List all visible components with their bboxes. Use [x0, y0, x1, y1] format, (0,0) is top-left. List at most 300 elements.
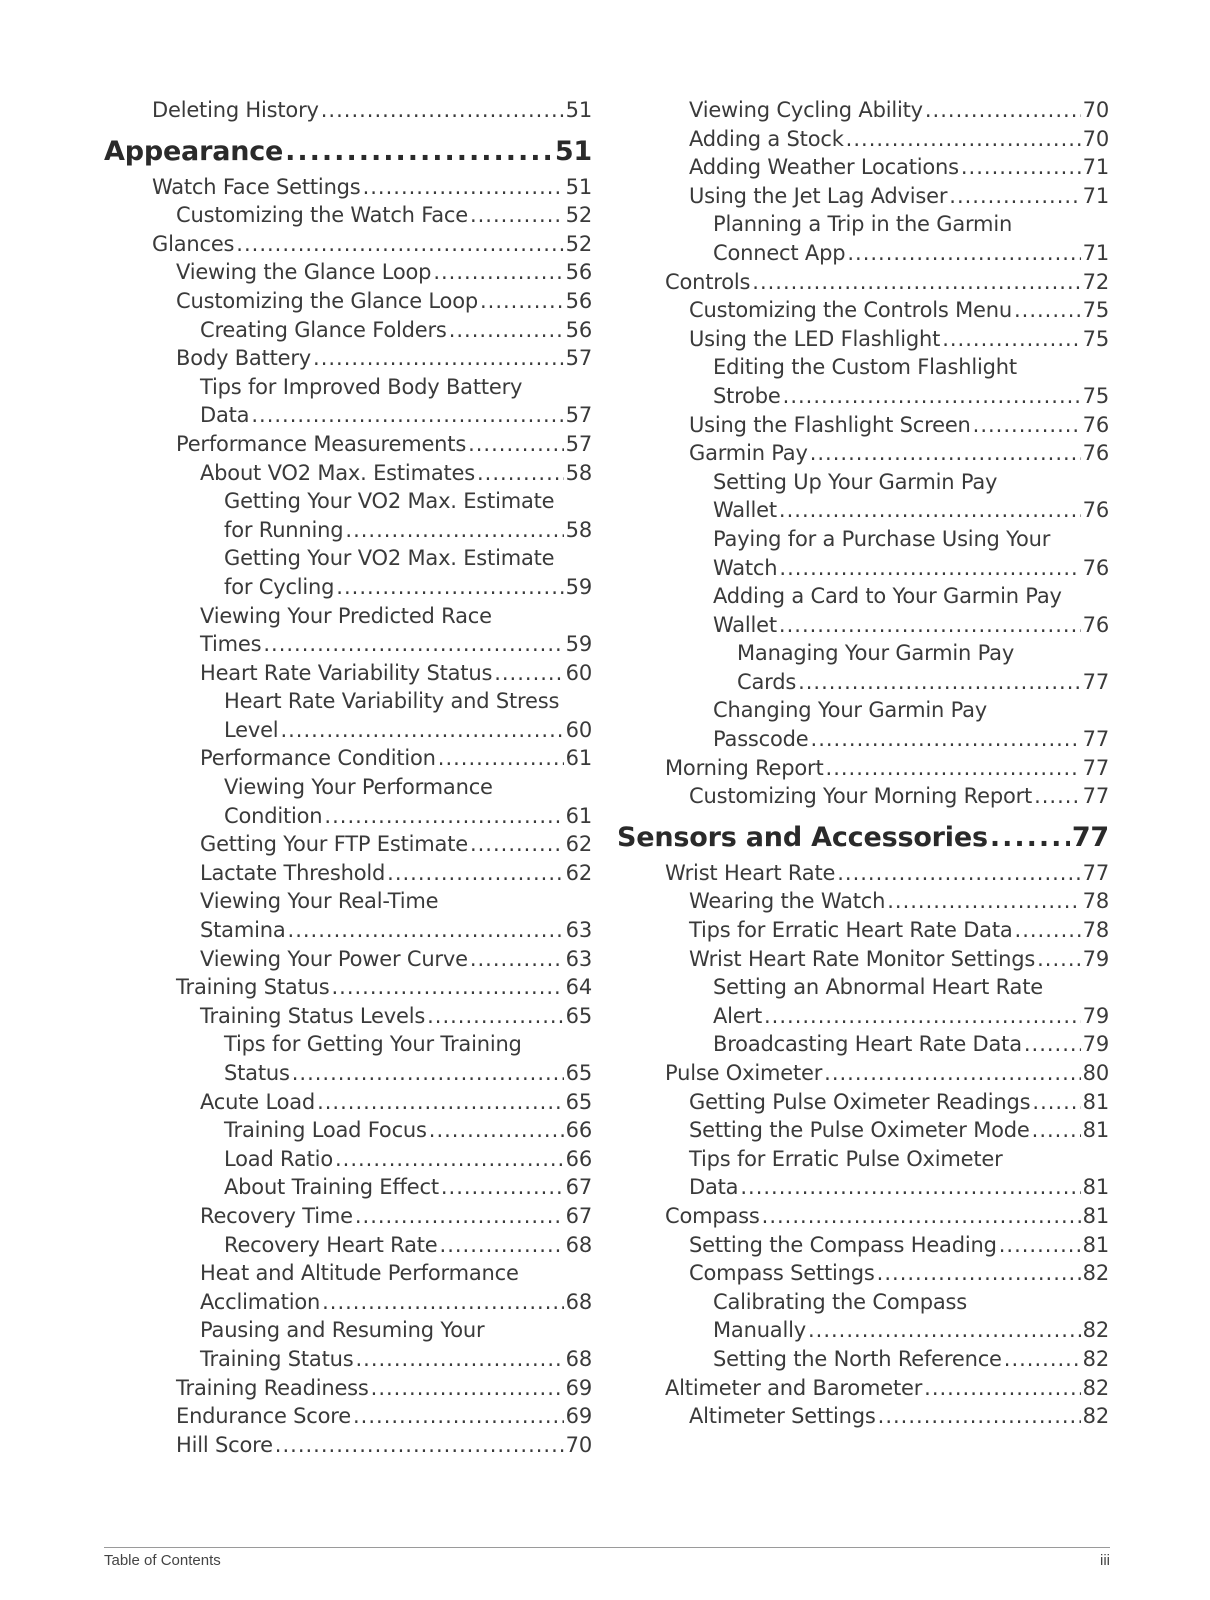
dot-leader: [449, 316, 564, 345]
toc-entry[interactable]: [104, 258, 592, 287]
toc-page-number: 59: [565, 574, 592, 599]
toc-entry-title: Getting Your VO2 Max. Estimate: [224, 546, 555, 571]
toc-entry[interactable]: [617, 325, 1109, 354]
toc-page-number: 79: [1082, 946, 1109, 971]
toc-entry[interactable]: [617, 468, 1109, 525]
toc-entry-title: Wrist Heart Rate Monitor Settings: [689, 946, 1036, 971]
toc-entry-title: Planning a Trip in the Garmin: [713, 212, 1013, 237]
toc-page-number: 63: [565, 918, 592, 943]
toc-entry-title: Tips for Erratic Heart Rate Data: [689, 918, 1013, 943]
dot-leader: [477, 459, 564, 488]
toc-entry[interactable]: [104, 1402, 592, 1431]
toc-page-number: 77: [1082, 727, 1109, 752]
toc-entry[interactable]: [104, 344, 592, 373]
toc-entry-title: Load Ratio: [224, 1146, 333, 1171]
toc-entry-title-continued: Level: [224, 717, 279, 742]
toc-entry-title: Endurance Score: [176, 1404, 351, 1429]
dot-leader: [887, 887, 1080, 916]
toc-entry-title: Compass Settings: [689, 1261, 875, 1286]
toc-entry-title: Viewing Your Performance: [224, 775, 493, 800]
dot-leader: [440, 1231, 564, 1260]
toc-page-number: 76: [1082, 555, 1109, 580]
toc-page-number: 75: [1082, 326, 1109, 351]
dot-leader: [427, 1002, 564, 1031]
dot-leader: [324, 802, 563, 831]
toc-page-number: 75: [1082, 383, 1109, 408]
toc-entry-title: Garmin Pay: [689, 441, 808, 466]
dot-leader: [470, 945, 564, 974]
dot-leader: [779, 496, 1081, 525]
dot-leader: [470, 201, 564, 230]
dot-leader: [371, 1374, 564, 1403]
dot-leader: [846, 125, 1081, 154]
toc-page-number: 64: [565, 975, 592, 1000]
dot-leader: [999, 1231, 1081, 1260]
toc-page-number: 72: [1082, 269, 1109, 294]
toc-entry-title: Setting an Abnormal Heart Rate: [713, 975, 1043, 1000]
toc-entry-title: Watch Face Settings: [152, 174, 361, 199]
toc-entry-title: Morning Report: [665, 755, 824, 780]
toc-entry-title-continued: Manually: [713, 1318, 806, 1343]
toc-entry-title-continued: for Cycling: [224, 574, 335, 599]
toc-entry-title: Sensors and Accessories: [617, 821, 988, 853]
toc-page-number: 77: [1082, 860, 1109, 885]
toc-entry-title: Using the Jet Lag Adviser: [689, 183, 948, 208]
toc-page-number: 68: [565, 1346, 592, 1371]
toc-entry-title: Tips for Improved Body Battery: [200, 374, 523, 399]
toc-entry[interactable]: [104, 773, 592, 830]
toc-page-number: 80: [1082, 1061, 1109, 1085]
toc-page-number: 82: [1082, 1318, 1109, 1343]
toc-entry[interactable]: [104, 945, 592, 974]
toc-entry[interactable]: [617, 945, 1109, 974]
toc-page-number: 79: [1082, 1003, 1109, 1028]
toc-entry[interactable]: [617, 782, 1109, 811]
toc-page-number: 51: [565, 98, 592, 122]
toc-entry[interactable]: [104, 1173, 592, 1202]
toc-entry[interactable]: [617, 754, 1109, 783]
toc-entry[interactable]: [617, 696, 1109, 753]
toc-page-number: 70: [1082, 126, 1109, 151]
dot-leader: [973, 411, 1081, 440]
toc-entry[interactable]: [104, 173, 592, 202]
toc-entry-title: Recovery Heart Rate: [224, 1232, 438, 1257]
dot-leader: [990, 821, 1070, 855]
dot-leader: [764, 1002, 1081, 1031]
toc-entry-title-continued: Stamina: [200, 918, 286, 943]
toc-page-number: 65: [565, 1089, 592, 1114]
toc-entry-title-continued: Condition: [224, 803, 323, 828]
toc-page-number: 66: [565, 1118, 592, 1143]
dot-leader: [470, 830, 564, 859]
toc-entry[interactable]: [617, 1088, 1109, 1117]
toc-entry-title-continued: Times: [200, 632, 262, 657]
toc-page-number: 82: [1082, 1261, 1109, 1286]
dot-leader: [1015, 916, 1081, 945]
toc-entry-title-continued: Data: [689, 1175, 739, 1200]
dot-leader: [288, 916, 564, 945]
toc-page-number: 71: [1082, 240, 1109, 265]
toc-entry-title: Customizing the Controls Menu: [689, 298, 1012, 323]
toc-entry[interactable]: [104, 1202, 592, 1231]
toc-entry-title: About VO2 Max. Estimates: [200, 460, 475, 485]
dot-leader: [275, 1431, 564, 1460]
toc-page-number: 78: [1082, 918, 1109, 943]
toc-entry-title: Glances: [152, 231, 235, 256]
toc-entry[interactable]: [617, 1345, 1109, 1374]
toc-entry[interactable]: [104, 1316, 592, 1373]
toc-entry[interactable]: [104, 230, 592, 259]
dot-leader: [837, 859, 1080, 888]
toc-page-number: 77: [1082, 784, 1109, 809]
toc-page-number: 82: [1082, 1404, 1109, 1429]
toc-entry-title: Viewing Cycling Ability: [689, 98, 923, 122]
toc-page-number: 69: [565, 1375, 592, 1400]
dot-leader: [322, 1288, 564, 1317]
toc-entry-title: Getting Your FTP Estimate: [200, 832, 468, 857]
toc-page-number: 61: [565, 803, 592, 828]
toc-entry-title-continued: Wallet: [713, 612, 777, 637]
toc-section-heading[interactable]: [104, 135, 592, 169]
toc-entry[interactable]: [617, 1059, 1109, 1088]
toc-page-number: 65: [565, 1003, 592, 1028]
toc-entry[interactable]: [104, 1088, 592, 1117]
toc-page-number: 77: [1082, 669, 1109, 694]
toc-entry[interactable]: [104, 973, 592, 1002]
dot-leader: [810, 439, 1081, 468]
dot-leader: [762, 1202, 1081, 1231]
toc-page-number: 69: [565, 1404, 592, 1429]
toc-entry[interactable]: [617, 1202, 1109, 1231]
dot-leader: [363, 173, 564, 202]
dot-leader: [808, 1316, 1081, 1345]
toc-entry-title: Customizing Your Morning Report: [689, 784, 1033, 809]
toc-entry[interactable]: [617, 439, 1109, 468]
toc-entry-title: Training Status: [176, 975, 330, 1000]
dot-leader: [1014, 296, 1081, 325]
toc-entry[interactable]: [617, 1030, 1109, 1059]
footer-page-number: iii: [1100, 1552, 1110, 1569]
toc-entry[interactable]: [104, 459, 592, 488]
toc-entry[interactable]: [617, 411, 1109, 440]
toc-entry-title: Hill Score: [176, 1432, 273, 1457]
dot-leader: [811, 725, 1081, 754]
toc-page-number: 79: [1082, 1032, 1109, 1057]
toc-entry[interactable]: [104, 830, 592, 859]
toc-page-number: 81: [1082, 1175, 1109, 1200]
toc-entry-title: Broadcasting Heart Rate Data: [713, 1032, 1022, 1057]
toc-page-number: 62: [565, 860, 592, 885]
toc-page-number: 62: [565, 832, 592, 857]
dot-leader: [925, 96, 1081, 125]
dot-leader: [292, 1059, 564, 1088]
toc-page-number: 60: [565, 717, 592, 742]
toc-entry[interactable]: [104, 1116, 592, 1145]
toc-entry-title: Body Battery: [176, 346, 312, 371]
toc-entry[interactable]: [617, 125, 1109, 154]
toc-page-number: 78: [1082, 889, 1109, 914]
toc-page-number: 68: [565, 1232, 592, 1257]
toc-entry-title: Setting the North Reference: [713, 1346, 1002, 1371]
toc-entry[interactable]: [104, 1374, 592, 1403]
toc-page-number: 57: [565, 346, 592, 371]
toc-page-number: 77: [1082, 755, 1109, 780]
toc-entry[interactable]: [104, 1145, 592, 1174]
toc-page-number: 56: [565, 317, 592, 342]
toc-entry[interactable]: [104, 744, 592, 773]
dot-leader: [336, 573, 563, 602]
toc-entry[interactable]: [104, 287, 592, 316]
toc-entry[interactable]: [104, 373, 592, 430]
toc-entry-title-continued: Passcode: [713, 727, 809, 752]
toc-entry[interactable]: [104, 544, 592, 601]
toc-entry[interactable]: [104, 316, 592, 345]
toc-entry[interactable]: [617, 296, 1109, 325]
dot-leader: [1024, 1030, 1081, 1059]
toc-entry-title: Performance Measurements: [176, 431, 467, 456]
toc-entry-title: Getting Your VO2 Max. Estimate: [224, 489, 555, 514]
toc-entry-title: Managing Your Garmin Pay: [737, 641, 1015, 666]
toc-page-number: 63: [565, 946, 592, 971]
dot-leader: [331, 973, 563, 1002]
toc-entry-title-continued: Connect App: [713, 240, 846, 265]
toc-page-number: 56: [565, 288, 592, 313]
toc-entry[interactable]: [617, 639, 1109, 696]
toc-entry-title: Deleting History: [152, 98, 319, 122]
toc-entry-title: Viewing the Glance Loop: [176, 260, 432, 285]
toc-entry[interactable]: [104, 602, 592, 659]
toc-entry[interactable]: [104, 487, 592, 544]
dot-leader: [1032, 1088, 1080, 1117]
toc-entry[interactable]: [617, 153, 1109, 182]
toc-page-number: 65: [565, 1061, 592, 1085]
toc-entry[interactable]: [617, 916, 1109, 945]
toc-entry-title: Wearing the Watch: [689, 889, 886, 914]
dot-leader: [779, 554, 1080, 583]
toc-entry[interactable]: [617, 182, 1109, 211]
dot-leader: [1037, 945, 1081, 974]
dot-leader: [826, 754, 1081, 783]
dot-leader: [345, 516, 563, 545]
dot-leader: [429, 1116, 564, 1145]
toc-entry[interactable]: [617, 1259, 1109, 1288]
toc-entry-title: Training Load Focus: [224, 1118, 427, 1143]
toc-entry-title-continued: Alert: [713, 1003, 762, 1028]
toc-entry-title: Performance Condition: [200, 746, 436, 771]
toc-entry[interactable]: [617, 1374, 1109, 1403]
dot-leader: [798, 668, 1081, 697]
toc-entry[interactable]: [104, 96, 592, 125]
toc-entry[interactable]: [617, 582, 1109, 639]
dot-leader: [824, 1059, 1081, 1088]
toc-page-number: 51: [565, 174, 592, 199]
toc-page-number: 81: [1082, 1232, 1109, 1257]
toc-entry[interactable]: [617, 525, 1109, 582]
dot-leader: [847, 239, 1080, 268]
dot-leader: [480, 287, 564, 316]
toc-entry-title-continued: Strobe: [713, 383, 781, 408]
toc-entry[interactable]: [617, 1116, 1109, 1145]
toc-entry[interactable]: [104, 430, 592, 459]
toc-entry-title: Viewing Your Real-Time: [200, 889, 439, 914]
toc-entry-title: Heart Rate Variability Status: [200, 660, 493, 685]
dot-leader: [263, 630, 563, 659]
toc-entry-title: Using the LED Flashlight: [689, 326, 941, 351]
toc-entry-title: Controls: [665, 269, 751, 294]
toc-page-number: 76: [1082, 498, 1109, 523]
toc-entry-title: Wrist Heart Rate: [665, 860, 836, 885]
dot-leader: [877, 1259, 1081, 1288]
toc-entry[interactable]: [617, 268, 1109, 297]
dot-leader: [438, 744, 564, 773]
toc-entry[interactable]: [617, 353, 1109, 410]
toc-entry[interactable]: [104, 1030, 592, 1087]
dot-leader: [313, 344, 564, 373]
dot-leader: [387, 859, 564, 888]
dot-leader: [280, 716, 563, 745]
toc-entry-title: Heat and Altitude Performance: [200, 1261, 519, 1286]
toc-entry-title-continued: for Running: [224, 517, 344, 542]
toc-page-number: 77: [1071, 821, 1109, 853]
toc-entry[interactable]: [617, 1288, 1109, 1345]
dot-leader: [779, 611, 1081, 640]
toc-entry-title: Compass: [665, 1203, 760, 1228]
toc-page-number: 70: [565, 1432, 592, 1457]
dot-leader: [355, 1345, 563, 1374]
toc-entry-title: Setting the Compass Heading: [689, 1232, 997, 1257]
toc-page-number: 58: [565, 517, 592, 542]
toc-entry-title: About Training Effect: [224, 1175, 439, 1200]
footer-section-title: Table of Contents: [104, 1552, 221, 1569]
toc-page-number: 51: [554, 135, 592, 167]
dot-leader: [355, 1202, 564, 1231]
toc-entry-title: Paying for a Purchase Using Your: [713, 526, 1051, 551]
toc-entry-title: Adding Weather Locations: [689, 155, 959, 180]
toc-entry-title: Acute Load: [200, 1089, 316, 1114]
dot-leader: [236, 230, 563, 259]
dot-leader: [494, 659, 563, 688]
toc-page-number: 70: [1082, 98, 1109, 122]
toc-entry-title: Heart Rate Variability and Stress: [224, 689, 560, 714]
toc-entry[interactable]: [104, 887, 592, 944]
toc-section-heading[interactable]: [617, 821, 1109, 855]
toc-entry[interactable]: [617, 210, 1109, 267]
toc-page-number: 56: [565, 260, 592, 285]
dot-leader: [321, 96, 564, 125]
toc-page-number: 68: [565, 1289, 592, 1314]
toc-page-number: 59: [565, 632, 592, 657]
toc-entry-title: Customizing the Watch Face: [176, 203, 468, 228]
dot-leader: [433, 258, 563, 287]
toc-entry-title: Recovery Time: [200, 1203, 353, 1228]
toc-entry-title: Getting Pulse Oximeter Readings: [689, 1089, 1031, 1114]
dot-leader: [752, 268, 1080, 297]
toc-entry[interactable]: [617, 887, 1109, 916]
dot-leader: [942, 325, 1080, 354]
toc-entry-title: Training Status Levels: [200, 1003, 426, 1028]
toc-page-number: 67: [565, 1175, 592, 1200]
dot-leader: [468, 430, 564, 459]
toc-entry[interactable]: [104, 1002, 592, 1031]
toc-entry-title: Viewing Your Predicted Race: [200, 603, 492, 628]
toc-page-number: 76: [1082, 441, 1109, 466]
toc-entry-title-continued: Training Status: [200, 1346, 354, 1371]
toc-entry-title-continued: Status: [224, 1061, 290, 1085]
toc-page-number: 75: [1082, 298, 1109, 323]
toc-page-number: 71: [1082, 155, 1109, 180]
toc-page-number: 61: [565, 746, 592, 771]
dot-leader: [1032, 1116, 1081, 1145]
dot-leader: [285, 135, 553, 169]
toc-entry-title-continued: Acclimation: [200, 1289, 321, 1314]
toc-right-column: [617, 96, 1109, 1431]
toc-page-number: 52: [565, 231, 592, 256]
toc-entry-title: Altimeter Settings: [689, 1404, 876, 1429]
toc-entry-title: Adding a Stock: [689, 126, 844, 151]
toc-entry[interactable]: [104, 859, 592, 888]
toc-entry-title: Adding a Card to Your Garmin Pay: [713, 584, 1062, 609]
toc-entry-title: Calibrating the Compass: [713, 1289, 968, 1314]
toc-entry[interactable]: [617, 1145, 1109, 1202]
toc-page-number: 67: [565, 1203, 592, 1228]
toc-entry-title: Training Readiness: [176, 1375, 369, 1400]
page-footer: [104, 1547, 1110, 1569]
toc-left-column: [104, 96, 592, 1459]
toc-entry-title: Pausing and Resuming Your: [200, 1318, 485, 1343]
toc-page-number: 81: [1082, 1118, 1109, 1143]
dot-leader: [335, 1145, 564, 1174]
toc-entry-title: Tips for Getting Your Training: [224, 1032, 522, 1057]
dot-leader: [878, 1402, 1081, 1431]
toc-page-number: 82: [1082, 1346, 1109, 1371]
dot-leader: [949, 182, 1080, 211]
dot-leader: [441, 1173, 564, 1202]
toc-entry[interactable]: [104, 659, 592, 688]
dot-leader: [1034, 782, 1081, 811]
toc-page-number: 52: [565, 203, 592, 228]
toc-entry[interactable]: [104, 1431, 592, 1460]
toc-page-number: 58: [565, 460, 592, 485]
dot-leader: [961, 153, 1081, 182]
toc-entry-title: Viewing Your Power Curve: [200, 946, 468, 971]
toc-entry[interactable]: [104, 1231, 592, 1260]
toc-entry[interactable]: [104, 201, 592, 230]
toc-entry[interactable]: [617, 1402, 1109, 1431]
toc-entry-title: Pulse Oximeter: [665, 1061, 823, 1085]
toc-entry[interactable]: [104, 687, 592, 744]
toc-entry[interactable]: [104, 1259, 592, 1316]
toc-entry[interactable]: [617, 96, 1109, 125]
toc-page-number: 76: [1082, 412, 1109, 437]
toc-entry-title: Altimeter and Barometer: [665, 1375, 923, 1400]
toc-entry-title-continued: Watch: [713, 555, 778, 580]
dot-leader: [740, 1173, 1080, 1202]
toc-entry-title: Customizing the Glance Loop: [176, 288, 478, 313]
toc-entry[interactable]: [617, 1231, 1109, 1260]
toc-page-number: 60: [565, 660, 592, 685]
dot-leader: [317, 1088, 564, 1117]
toc-page-number: 71: [1082, 183, 1109, 208]
toc-entry[interactable]: [617, 973, 1109, 1030]
toc-page-number: 76: [1082, 612, 1109, 637]
toc-entry[interactable]: [617, 859, 1109, 888]
toc-page-number: 81: [1082, 1089, 1109, 1114]
toc-entry-title: Editing the Custom Flashlight: [713, 355, 1017, 380]
toc-page-number: 82: [1082, 1375, 1109, 1400]
toc-entry-title: Setting Up Your Garmin Pay: [713, 469, 998, 494]
dot-leader: [924, 1374, 1081, 1403]
toc-page-number: 81: [1082, 1203, 1109, 1228]
